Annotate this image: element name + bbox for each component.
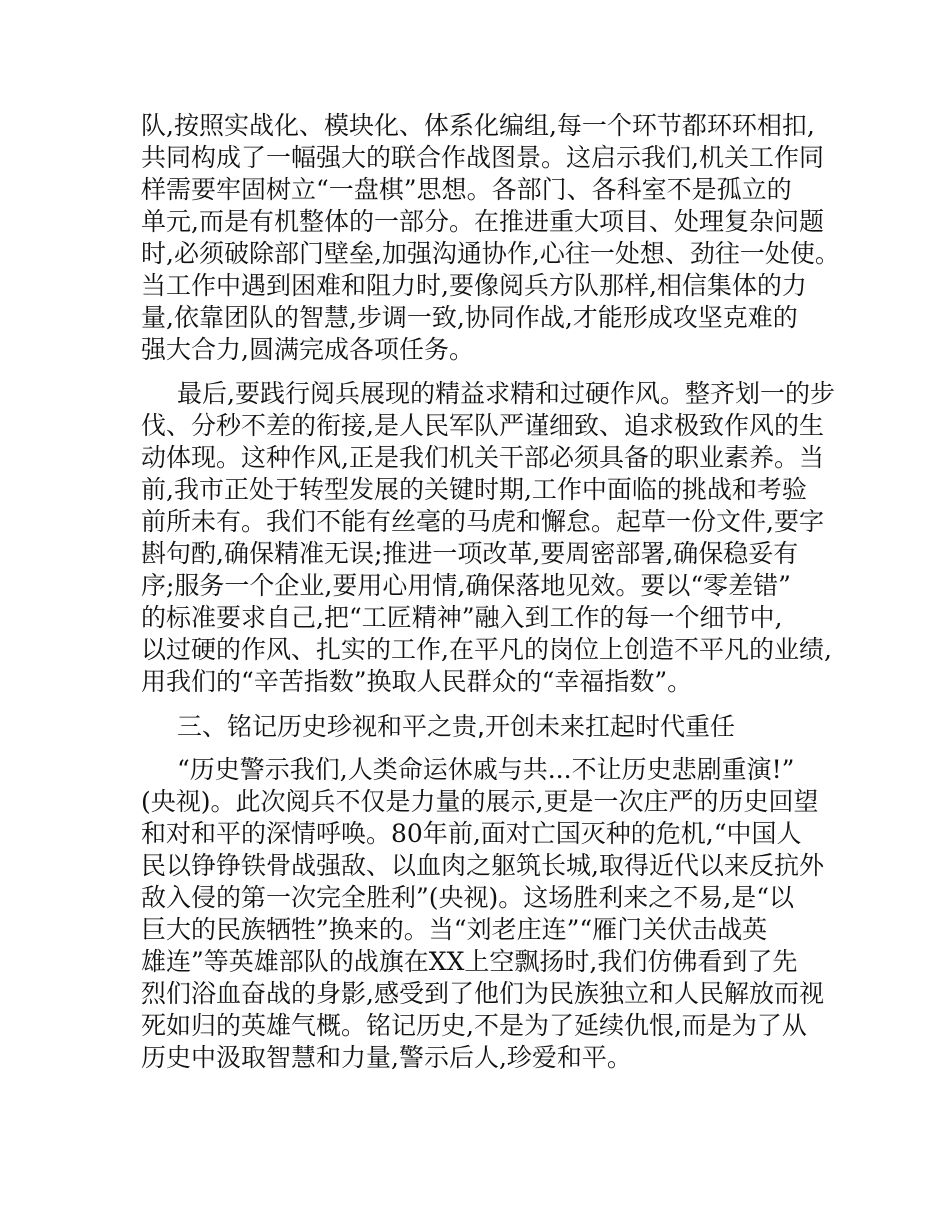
text-line: 样需要牢固树立“一盘棋”思想。各部门、各科室不是孤立的 (141, 175, 792, 204)
text-line: 和对和平的深情呼唤。80年前,面对亡国灭种的危机,“中国人 (141, 819, 802, 848)
text-line: 历史中汲取智慧和力量,警示后人,珍爱和平。 (141, 1043, 632, 1072)
text-line: 时,必须破除部门壁垒,加强沟通协作,心往一处想、劲往一处使。 (141, 239, 840, 268)
text-line: 队,按照实战化、模块化、体系化编组,每一个环节都环环相扣, (141, 111, 815, 140)
text-line: 共同构成了一幅强大的联合作战图景。这启示我们,机关工作同 (141, 143, 824, 172)
text-line: 当工作中遇到困难和阻力时,要像阅兵方队那样,相信集体的力 (141, 271, 807, 300)
text-line: 以过硬的作风、扎实的工作,在平凡的岗位上创造不平凡的业绩, (141, 635, 832, 664)
paragraph-teamwork (141, 110, 840, 366)
text-line: 前,我市正处于转型发展的关键时期,工作中面临的挑战和考验 (141, 475, 807, 504)
text-line: 单元,而是有机整体的一部分。在推进重大项目、处理复杂问题 (141, 207, 824, 236)
text-line: 巨大的民族牺牲”换来的。当“刘老庄连”“雁门关伏击战英 (141, 915, 768, 944)
text-line: 动体现。这种作风,正是我们机关干部必须具备的职业素养。当 (141, 443, 824, 472)
text-line: (央视)。此次阅兵不仅是力量的展示,更是一次庄严的历史回望 (141, 787, 819, 816)
text-line: 量,依靠团队的智慧,步调一致,协同作战,才能形成攻坚克难的 (141, 303, 798, 332)
text-line: 民以铮铮铁骨战强敌、以血肉之躯筑长城,取得近代以来反抗外 (141, 851, 824, 880)
text-line: 雄连”等英雄部队的战旗在XX上空飘扬时,我们仿佛看到了先 (141, 947, 798, 976)
section-heading: 三、铭记历史珍视和平之贵,开创未来扛起时代重任 (177, 712, 735, 741)
text-line: 用我们的“辛苦指数”换取人民群众的“幸福指数”。 (141, 667, 693, 696)
text-line: 伐、分秒不差的衔接,是人民军队严谨细致、追求极致作风的生 (141, 411, 824, 440)
text-line: 斟句酌,确保精准无误;推进一项改革,要周密部署,确保稳妥有 (141, 539, 799, 568)
paragraph-work-style (141, 378, 835, 698)
text-line: 强大合力,圆满完成各项任务。 (141, 335, 474, 364)
text-line: 死如归的英雄气概。铭记历史,不是为了延续仇恨,而是为了从 (141, 1011, 807, 1040)
text-line: 前所未有。我们不能有丝毫的马虎和懈怠。起草一份文件,要字 (141, 507, 824, 536)
text-line: 敌入侵的第一次完全胜利”(央视)。这场胜利来之不易,是“以 (141, 883, 795, 912)
text-line: 最后,要践行阅兵展现的精益求精和过硬作风。整齐划一的步 (177, 379, 835, 408)
document-body (141, 110, 840, 1086)
paragraph-history (141, 754, 824, 1074)
text-line: “历史警示我们,人类命运休戚与共...不让历史悲剧重演!” (177, 755, 795, 784)
text-line: 序;服务一个企业,要用心用情,确保落地见效。要以“零差错” (141, 571, 791, 600)
text-line: 烈们浴血奋战的身影,感受到了他们为民族独立和人民解放而视 (141, 979, 824, 1008)
text-line: 的标准要求自己,把“工匠精神”融入到工作的每一个细节中, (141, 603, 783, 632)
